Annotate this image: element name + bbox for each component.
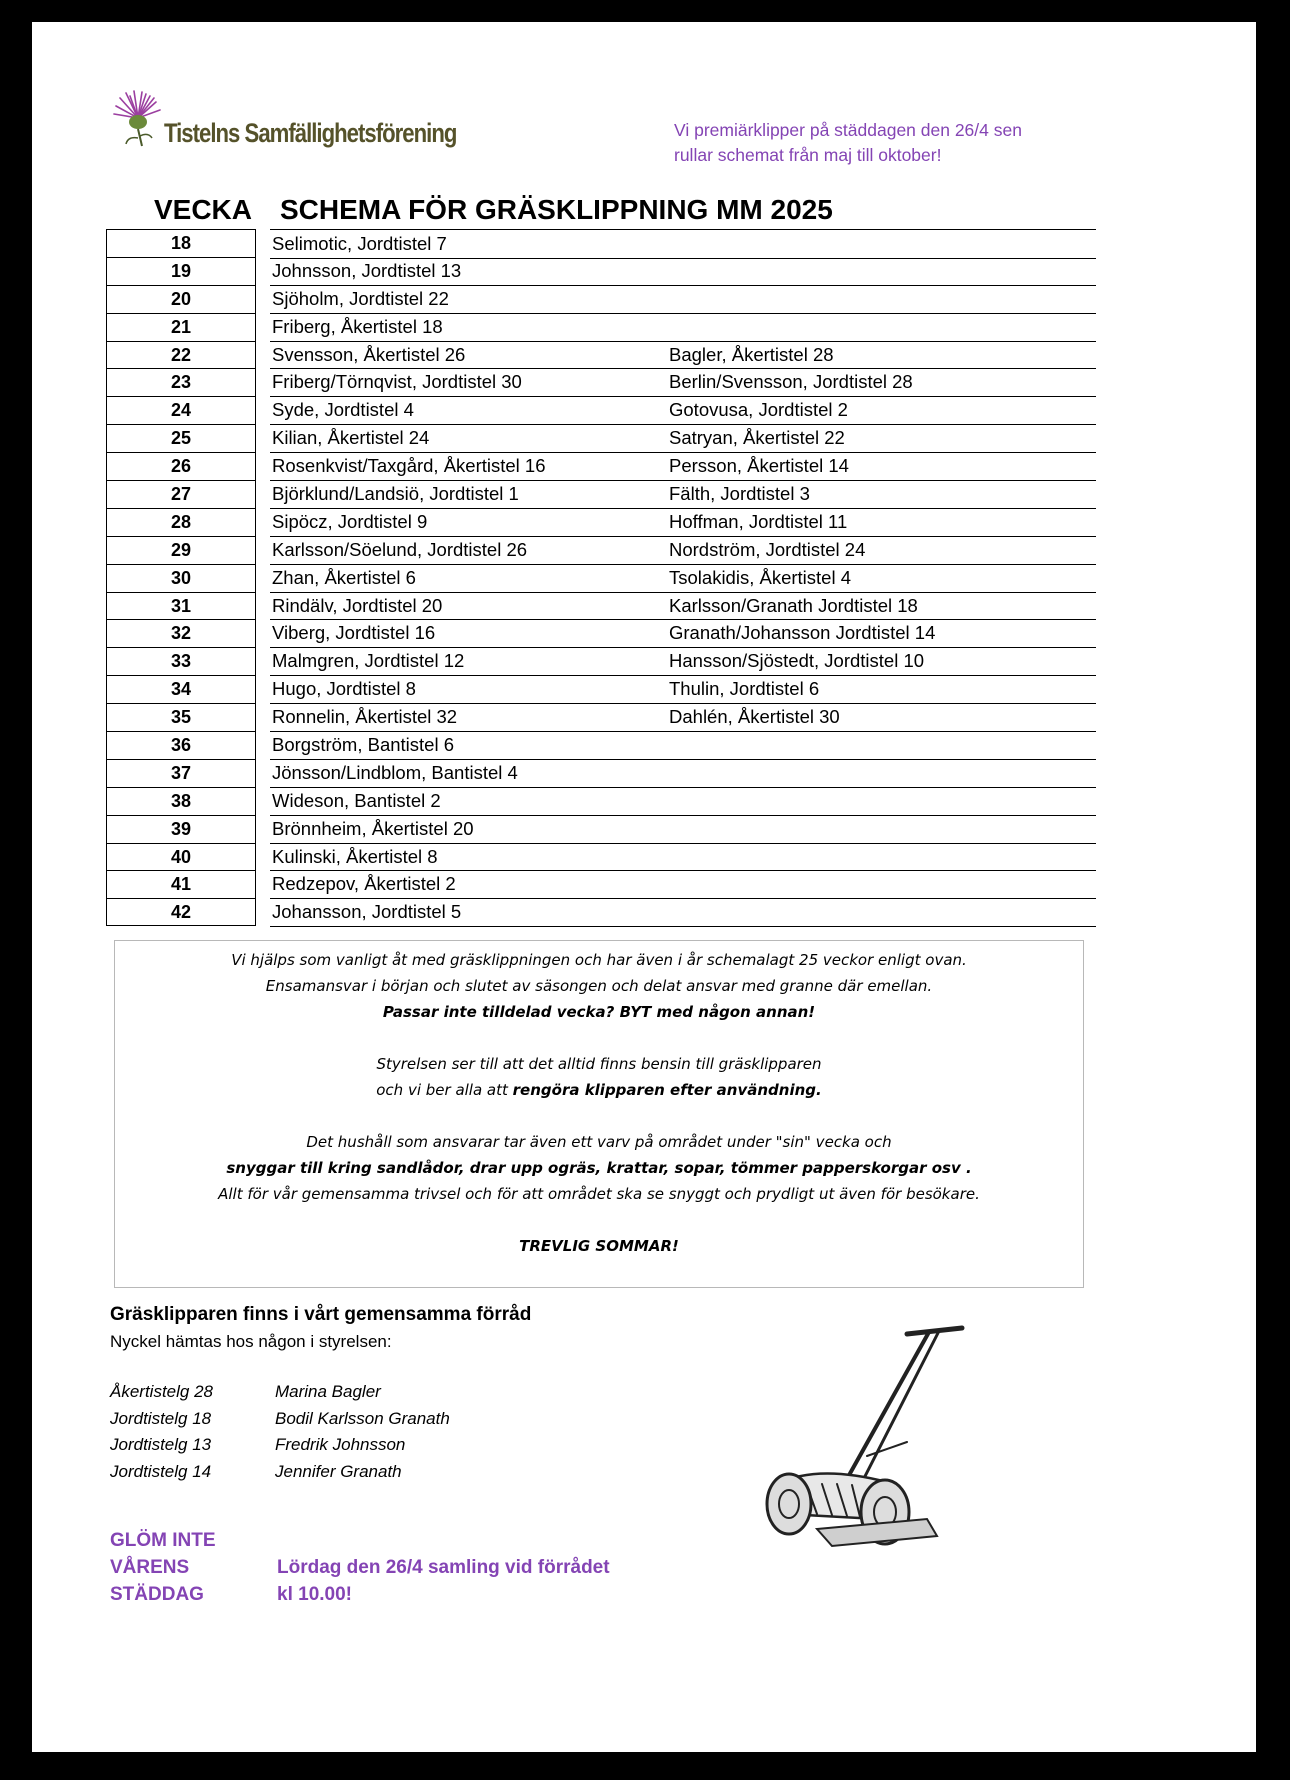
week-number: 41 bbox=[106, 870, 256, 898]
schedule-row bbox=[106, 870, 1096, 898]
assigned-households bbox=[270, 424, 1096, 453]
contact-row bbox=[110, 1435, 610, 1462]
assigned-households bbox=[270, 731, 1096, 760]
household-primary: Karlsson/Söelund, Jordtistel 26 bbox=[272, 538, 528, 560]
assigned-households bbox=[270, 536, 1096, 565]
household-primary: Ronnelin, Åkertistel 32 bbox=[272, 706, 458, 728]
week-number: 37 bbox=[106, 759, 256, 787]
info-text: Allt för vår gemensamma trivsel och för att området ska se snyggt och prydligt ut även för besökare. bbox=[218, 1185, 980, 1203]
week-number: 34 bbox=[106, 675, 256, 703]
assigned-households bbox=[270, 257, 1096, 286]
household-primary: Friberg, Åkertistel 18 bbox=[272, 315, 443, 337]
assigned-households bbox=[270, 647, 1096, 676]
schedule-row bbox=[106, 815, 1096, 843]
household-primary: Brönnheim, Åkertistel 20 bbox=[272, 817, 474, 839]
schedule-row bbox=[106, 452, 1096, 480]
household-secondary: Granath/Johansson Jordtistel 14 bbox=[669, 622, 936, 644]
household-primary: Rindälv, Jordtistel 20 bbox=[272, 594, 443, 616]
contact-row bbox=[110, 1382, 610, 1409]
assigned-households bbox=[270, 313, 1096, 342]
week-number: 22 bbox=[106, 341, 256, 369]
week-number: 32 bbox=[106, 619, 256, 647]
info-text: Vi hjälps som vanligt åt med gräsklippningen och har även i år schemalagt 25 veckor enligt ovan. bbox=[231, 951, 967, 969]
assigned-households bbox=[270, 675, 1096, 704]
week-number: 28 bbox=[106, 508, 256, 536]
household-secondary: Gotovusa, Jordtistel 2 bbox=[669, 399, 848, 421]
lawn-mower-illustration bbox=[757, 1314, 1007, 1554]
household-primary: Selimotic, Jordtistel 7 bbox=[272, 233, 447, 254]
household-primary: Rosenkvist/Taxgård, Åkertistel 16 bbox=[272, 455, 546, 477]
info-box bbox=[114, 940, 1084, 1288]
assigned-households bbox=[270, 787, 1096, 816]
info-text-bold: rengöra klipparen efter användning. bbox=[512, 1081, 822, 1099]
association-logo bbox=[108, 88, 468, 148]
week-number: 38 bbox=[106, 787, 256, 815]
household-secondary: Hansson/Sjöstedt, Jordtistel 10 bbox=[669, 650, 925, 672]
info-text: Ensamansvar i början och slutet av säsongen och delat ansvar med granne där emellan. bbox=[265, 977, 933, 995]
season-note bbox=[674, 118, 1094, 168]
contact-address: Jordtistelg 14 bbox=[110, 1461, 212, 1481]
week-number: 40 bbox=[106, 843, 256, 871]
household-primary: Wideson, Bantistel 2 bbox=[272, 789, 441, 811]
remember-line: GLÖM INTE bbox=[110, 1530, 216, 1551]
contact-address: Jordtistelg 18 bbox=[110, 1408, 212, 1428]
household-secondary: Fälth, Jordtistel 3 bbox=[669, 483, 810, 505]
cleaning-day-info bbox=[277, 1554, 610, 1608]
thistle-icon bbox=[108, 88, 168, 148]
schedule-row bbox=[106, 536, 1096, 564]
schedule-row bbox=[106, 898, 1096, 926]
info-text: Styrelsen ser till att det alltid finns bensin till gräsklipparen bbox=[376, 1055, 822, 1073]
week-number: 19 bbox=[106, 257, 256, 285]
contact-name: Fredrik Johnsson bbox=[275, 1435, 406, 1454]
assigned-households bbox=[270, 452, 1096, 481]
contact-name: Jennifer Granath bbox=[275, 1461, 402, 1481]
contact-row bbox=[110, 1409, 610, 1436]
schedule-row bbox=[106, 843, 1096, 871]
schedule-title: SCHEMA FÖR GRÄSKLIPPNING MM 2025 bbox=[280, 194, 833, 225]
household-secondary: Bagler, Åkertistel 28 bbox=[669, 343, 834, 365]
remember-line: VÅRENS bbox=[110, 1557, 190, 1578]
household-primary: Malmgren, Jordtistel 12 bbox=[272, 650, 465, 672]
week-number: 30 bbox=[106, 564, 256, 592]
schedule-row bbox=[106, 313, 1096, 341]
schedule-row bbox=[106, 480, 1096, 508]
household-primary: Hugo, Jordtistel 8 bbox=[272, 678, 416, 700]
assigned-households bbox=[270, 341, 1096, 370]
week-number: 20 bbox=[106, 285, 256, 313]
assigned-households bbox=[270, 898, 1096, 927]
assigned-households bbox=[270, 229, 1096, 259]
household-primary: Svensson, Åkertistel 26 bbox=[272, 343, 466, 365]
household-primary: Kilian, Åkertistel 24 bbox=[272, 427, 430, 449]
remember-line: STÄDDAG bbox=[110, 1584, 204, 1605]
contact-list bbox=[110, 1382, 610, 1488]
cleaning-day-line: kl 10.00! bbox=[277, 1584, 352, 1605]
household-secondary: Hoffman, Jordtistel 11 bbox=[669, 510, 848, 532]
household-primary: Friberg/Törnqvist, Jordtistel 30 bbox=[272, 371, 522, 393]
document-page bbox=[32, 22, 1256, 1752]
week-number: 27 bbox=[106, 480, 256, 508]
household-secondary: Dahlén, Åkertistel 30 bbox=[669, 706, 840, 728]
schedule-row bbox=[106, 424, 1096, 452]
week-number: 42 bbox=[106, 898, 256, 926]
schedule-row bbox=[106, 787, 1096, 815]
closing-greeting: TREVLIG SOMMAR! bbox=[519, 1237, 679, 1255]
week-number: 26 bbox=[106, 452, 256, 480]
household-primary: Borgström, Bantistel 6 bbox=[272, 734, 454, 756]
household-primary: Björklund/Landsiö, Jordtistel 1 bbox=[272, 483, 519, 505]
info-text-bold: Passar inte tilldelad vecka? BYT med någon annan! bbox=[382, 1003, 816, 1021]
week-number: 29 bbox=[106, 536, 256, 564]
week-number: 24 bbox=[106, 396, 256, 424]
schedule-table bbox=[106, 229, 1096, 926]
assigned-households bbox=[270, 508, 1096, 537]
household-primary: Jönsson/Lindblom, Bantistel 4 bbox=[272, 761, 518, 783]
assigned-households bbox=[270, 843, 1096, 872]
season-note-line: rullar schemat från maj till oktober! bbox=[674, 145, 942, 165]
schedule-row bbox=[106, 592, 1096, 620]
week-column-header: VECKA bbox=[153, 194, 252, 225]
logo-text: Tistelns Samfällighetsförening bbox=[164, 118, 457, 148]
week-number: 36 bbox=[106, 731, 256, 759]
schedule-row bbox=[106, 675, 1096, 703]
household-secondary: Tsolakidis, Åkertistel 4 bbox=[669, 566, 851, 588]
contact-address: Åkertistelg 28 bbox=[110, 1382, 213, 1401]
schedule-row bbox=[106, 341, 1096, 369]
schedule-row bbox=[106, 564, 1096, 592]
week-number: 23 bbox=[106, 368, 256, 396]
assigned-households bbox=[270, 870, 1096, 899]
household-primary: Redzepov, Åkertistel 2 bbox=[272, 873, 456, 895]
household-primary: Sjöholm, Jordtistel 22 bbox=[272, 287, 449, 309]
key-note: Nyckel hämtas hos någon i styrelsen: bbox=[110, 1332, 392, 1351]
info-text-bold: snyggar till kring sandlådor, drar upp ogräs, krattar, sopar, tömmer papperskorgar osv . bbox=[226, 1159, 972, 1177]
info-text: och vi ber alla att bbox=[376, 1081, 513, 1099]
assigned-households bbox=[270, 703, 1096, 732]
week-number: 35 bbox=[106, 703, 256, 731]
assigned-households bbox=[270, 619, 1096, 648]
schedule-row bbox=[106, 368, 1096, 396]
week-number: 39 bbox=[106, 815, 256, 843]
household-secondary: Persson, Åkertistel 14 bbox=[669, 455, 849, 477]
assigned-households bbox=[270, 815, 1096, 844]
schedule-row bbox=[106, 229, 1096, 257]
assigned-households bbox=[270, 564, 1096, 593]
schedule-row bbox=[106, 396, 1096, 424]
info-text: Det hushåll som ansvarar tar även ett varv på området under "sin" vecka och bbox=[306, 1133, 892, 1151]
household-secondary: Thulin, Jordtistel 6 bbox=[669, 678, 820, 700]
assigned-households bbox=[270, 285, 1096, 314]
household-secondary: Nordström, Jordtistel 24 bbox=[669, 538, 866, 560]
schedule-row bbox=[106, 647, 1096, 675]
household-primary: Johansson, Jordtistel 5 bbox=[272, 901, 462, 923]
household-primary: Johnsson, Jordtistel 13 bbox=[272, 259, 462, 281]
schedule-row bbox=[106, 257, 1096, 285]
week-number: 31 bbox=[106, 592, 256, 620]
schedule-row bbox=[106, 508, 1096, 536]
week-number: 18 bbox=[106, 229, 256, 257]
assigned-households bbox=[270, 592, 1096, 621]
household-secondary: Satryan, Åkertistel 22 bbox=[669, 427, 845, 449]
storage-title: Gräsklipparen finns i vårt gemensamma förråd bbox=[110, 1304, 532, 1325]
assigned-households bbox=[270, 368, 1096, 397]
schedule-row bbox=[106, 759, 1096, 787]
season-note-line: Vi premiärklipper på städdagen den 26/4 sen bbox=[674, 120, 1022, 140]
week-number: 21 bbox=[106, 313, 256, 341]
household-secondary: Karlsson/Granath Jordtistel 18 bbox=[669, 594, 918, 616]
schedule-row bbox=[106, 619, 1096, 647]
schedule-row bbox=[106, 703, 1096, 731]
contact-row bbox=[110, 1462, 610, 1489]
cleaning-day-line: Lördag den 26/4 samling vid förrådet bbox=[277, 1557, 610, 1578]
assigned-households bbox=[270, 396, 1096, 425]
assigned-households bbox=[270, 759, 1096, 788]
schedule-row bbox=[106, 731, 1096, 759]
week-number: 33 bbox=[106, 647, 256, 675]
household-primary: Viberg, Jordtistel 16 bbox=[272, 622, 436, 644]
assigned-households bbox=[270, 480, 1096, 509]
household-secondary: Berlin/Svensson, Jordtistel 28 bbox=[669, 371, 913, 393]
household-primary: Kulinski, Åkertistel 8 bbox=[272, 845, 438, 867]
schedule-row bbox=[106, 285, 1096, 313]
contact-address: Jordtistelg 13 bbox=[110, 1435, 212, 1454]
household-primary: Sipöcz, Jordtistel 9 bbox=[272, 510, 428, 532]
contact-name: Marina Bagler bbox=[275, 1382, 381, 1401]
contact-name: Bodil Karlsson Granath bbox=[275, 1408, 450, 1428]
remember-label bbox=[110, 1527, 216, 1608]
week-number: 25 bbox=[106, 424, 256, 452]
household-primary: Syde, Jordtistel 4 bbox=[272, 399, 414, 421]
household-primary: Zhan, Åkertistel 6 bbox=[272, 566, 416, 588]
